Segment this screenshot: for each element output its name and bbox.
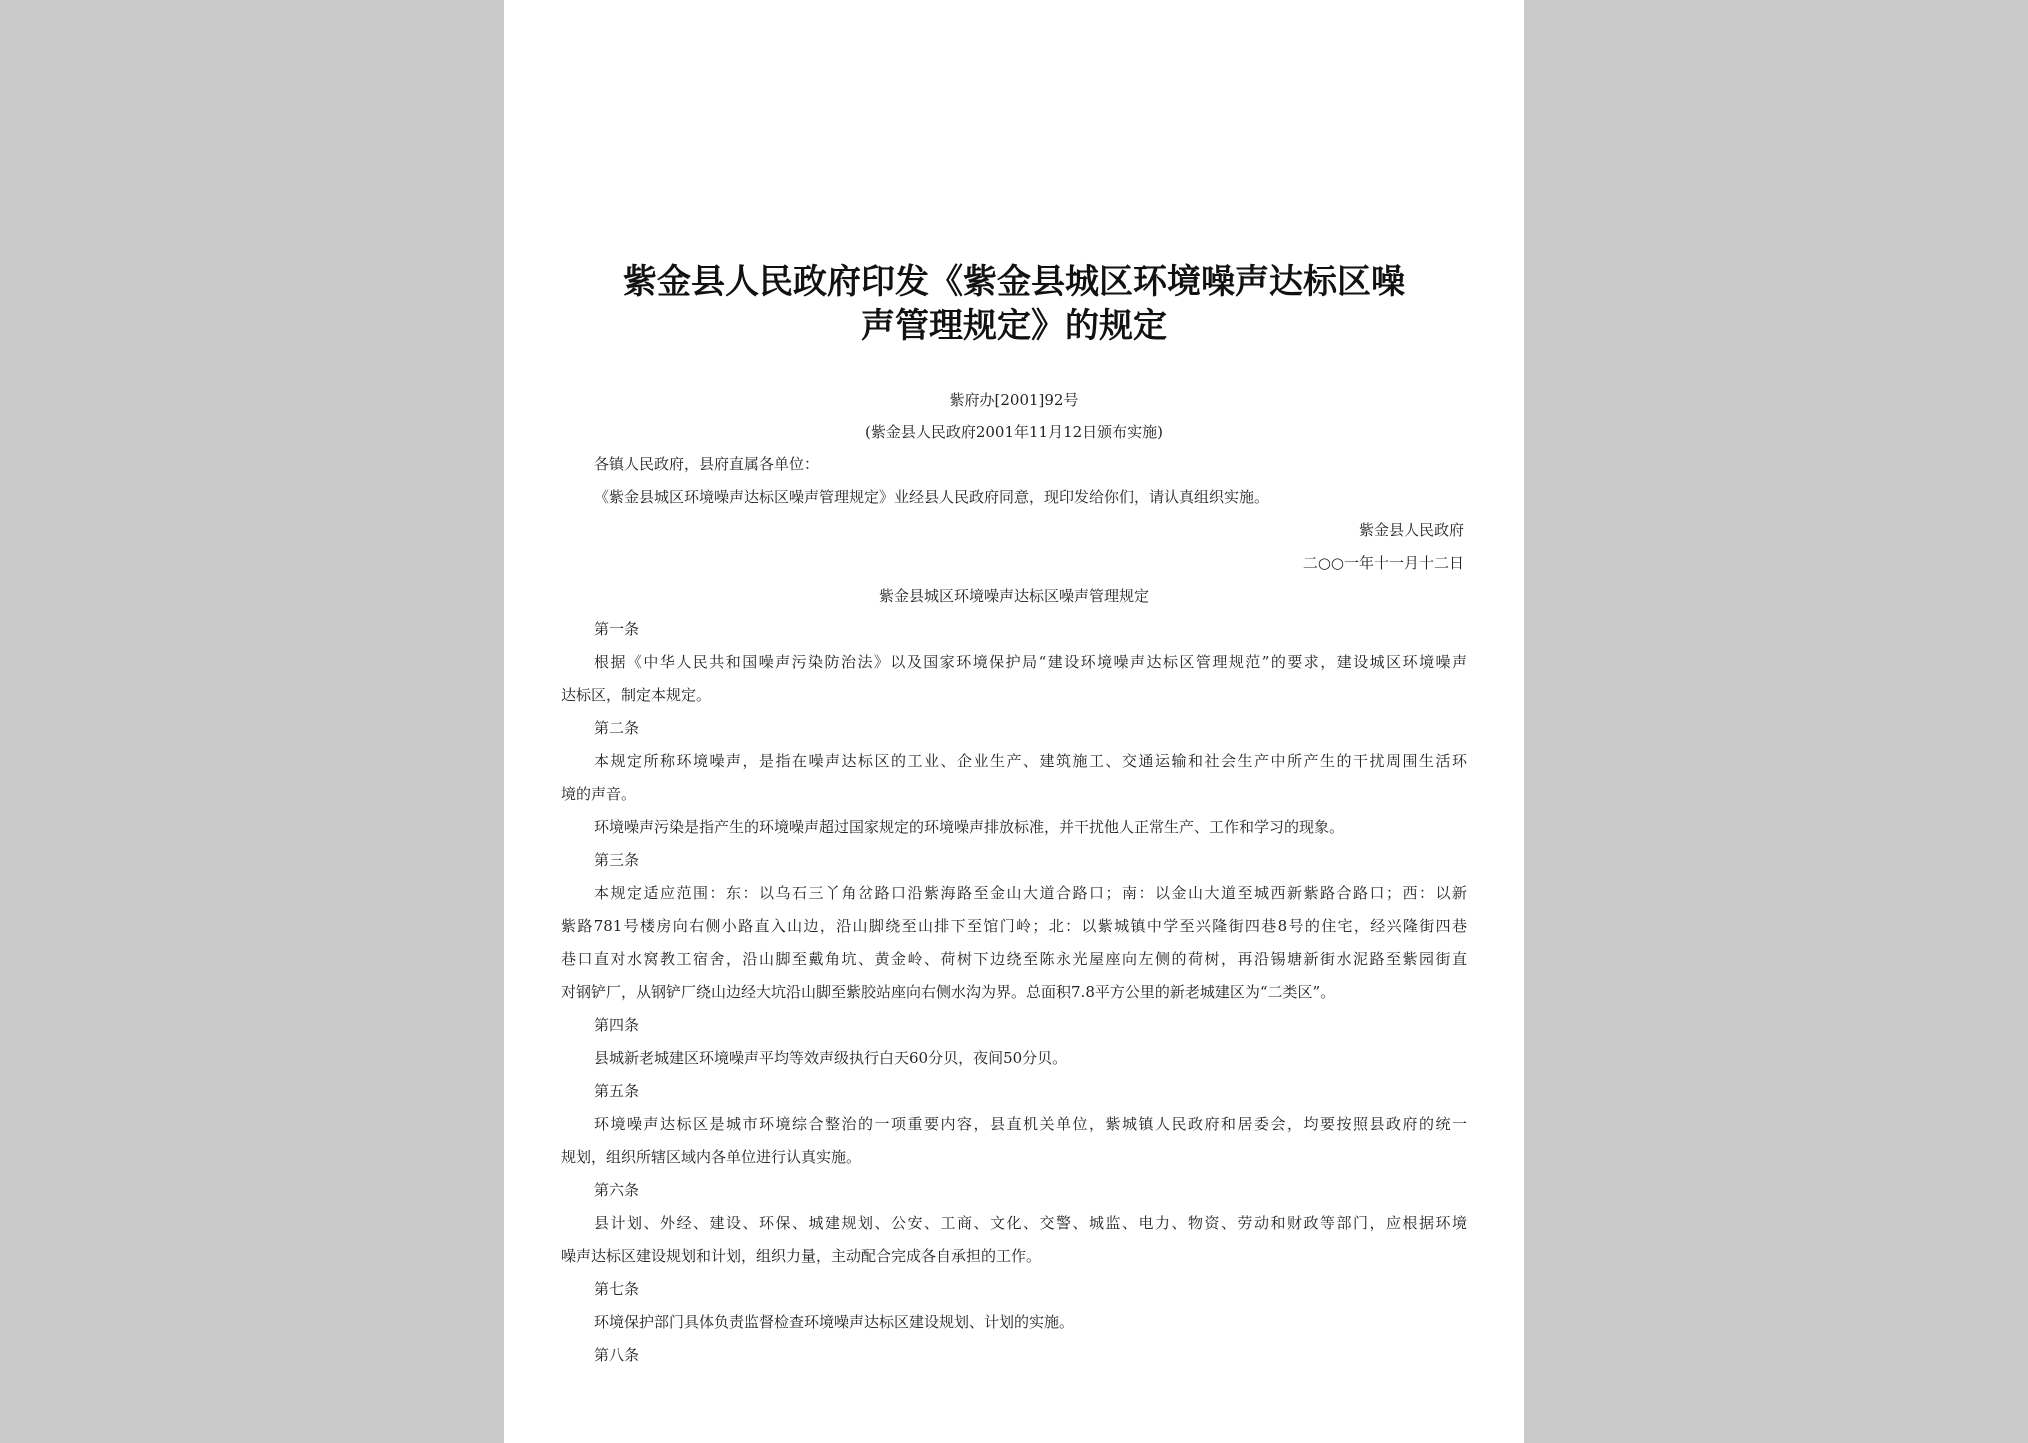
title-line-2: 声管理规定》的规定 — [861, 306, 1167, 346]
article-heading: 第三条 — [594, 851, 640, 869]
article-heading: 第五条 — [594, 1082, 640, 1100]
regulation-title: 紫金县城区环境噪声达标区噪声管理规定 — [878, 587, 1149, 605]
article-text: 县城新老城建区环境噪声平均等效声级执行白天60分贝，夜间50分贝。 — [594, 1049, 1068, 1067]
article-text: 境的声音。 — [561, 785, 637, 803]
article-heading: 第八条 — [594, 1346, 640, 1364]
article-text: 规划，组织所辖区域内各单位进行认真实施。 — [561, 1148, 862, 1166]
article-text: 紫路781号楼房向右侧小路直入山边，沿山脚绕至山排下至馆门岭；北：以紫城镇中学至兴隆街四巷8号的住宅，经兴隆街四巷 — [561, 917, 1467, 935]
issue-note: (紫金县人民政府2001年11月12日颁布实施) — [864, 423, 1164, 441]
article-heading: 第二条 — [594, 719, 640, 737]
article-text: 环境保护部门具体负责监督检查环境噪声达标区建设规划、计划的实施。 — [594, 1313, 1075, 1331]
article-heading: 第六条 — [594, 1181, 640, 1199]
title-line-1: 紫金县人民政府印发《紫金县城区环境噪声达标区噪 — [623, 262, 1405, 302]
article-text: 环境噪声达标区是城市环境综合整治的一项重要内容，县直机关单位，紫城镇人民政府和居委会，均要按照县政府的统一 — [594, 1115, 1467, 1133]
article-heading: 第一条 — [594, 620, 640, 638]
article-text: 噪声达标区建设规划和计划，组织力量，主动配合完成各自承担的工作。 — [561, 1247, 1042, 1265]
document-page — [504, 0, 1524, 1443]
article-text: 县计划、外经、建设、环保、城建规划、公安、工商、文化、交警、城监、电力、物资、劳动和财政等部门，应根据环境 — [594, 1214, 1467, 1232]
article-text: 本规定所称环境噪声，是指在噪声达标区的工业、企业生产、建筑施工、交通运输和社会生产中所产生的干扰周围生活环 — [594, 752, 1467, 770]
article-text: 环境噪声污染是指产生的环境噪声超过国家规定的环境噪声排放标准，并干扰他人正常生产、工作和学习的现象。 — [594, 818, 1345, 836]
intro-paragraph: 《紫金县城区环境噪声达标区噪声管理规定》业经县人民政府同意，现印发给你们，请认真组织实施。 — [594, 488, 1270, 506]
document-number: 紫府办[2001]92号 — [949, 391, 1079, 409]
article-text: 达标区，制定本规定。 — [561, 686, 712, 704]
article-heading: 第四条 — [594, 1016, 640, 1034]
article-text: 对钢铲厂，从钢铲厂绕山边经大坑沿山脚至紫胶站座向右侧水沟为界。总面积7.8平方公里的新老城建区为“二类区”。 — [561, 983, 1336, 1001]
signer: 紫金县人民政府 — [1358, 521, 1464, 539]
addressee: 各镇人民政府，县府直属各单位： — [594, 455, 820, 473]
article-heading: 第七条 — [594, 1280, 640, 1298]
article-text: 巷口直对水窝教工宿舍，沿山脚至戴角坑、黄金岭、荷树下边绕至陈永光屋座向左侧的荷树，再沿锡塘新街水泥路至紫园街直 — [561, 950, 1467, 968]
article-text: 根据《中华人民共和国噪声污染防治法》以及国家环境保护局“建设环境噪声达标区管理规范”的要求，建设城区环境噪声 — [594, 653, 1467, 671]
signature-date: 二○○一年十一月十二日 — [1302, 554, 1464, 572]
document-title — [504, 260, 1524, 348]
article-text: 本规定适应范围：东：以乌石三丫角岔路口沿紫海路至金山大道合路口；南：以金山大道至城西新紫路合路口；西：以新 — [594, 884, 1467, 902]
